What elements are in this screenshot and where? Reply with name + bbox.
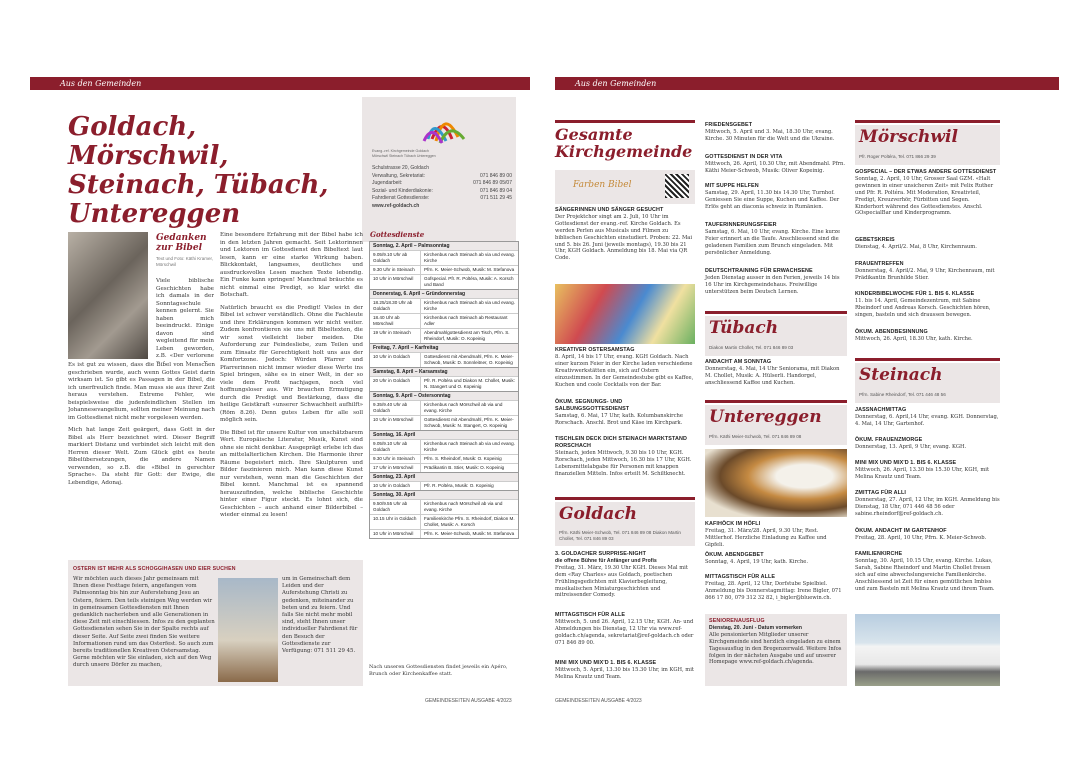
ostern-heading: OSTERN IST MEHR ALS SCHOGGIHASEN UND EIER SUCHEN <box>73 566 236 572</box>
seniorenausflug-block: SENIORENAUSFLUG Dienstag, 20. Juni - Datum vormerken Alle pensionierten Mitglieder unserer Kirchgemeinde sind herzlich eingeladen zu einem Tagesausflug in den Bregenzerwald. Weitere Infos folgen in der nächsten Ausgabe und auf unserer Homepage www.ref-goldach.ch/agenda. <box>709 618 842 666</box>
gedanken-lead-narrow: Viele biblische Geschichten habe ich damals in der Sonntagsschule kennen gelernt. Sie haben mich beeindruckt. Einige davon sind wegleitend für mein Leben geworden, z.B. «Der verlorene <box>156 278 214 359</box>
service-row <box>370 415 518 430</box>
service-row <box>370 313 518 328</box>
service-description: Abendmahlgottesdienst am Tisch, Pfrn. S. Rheindorf, Musik: O. Kopeinig <box>424 330 510 341</box>
service-description: Gofspecial. Pfr. R. Poltéra, Musik: A. Korsch und Band <box>424 276 514 287</box>
steinach-contact: Pfrn. Sabine Rheindorf, Tel. 071 446 48 56 <box>859 392 946 397</box>
service-description: Kirchenbus nach Steinach ab via und evang. Kirche <box>424 441 515 452</box>
ostern-photo <box>218 578 278 682</box>
abendgebet-block: ÖKUM. ABENDGEBET Sonntag, 4. April, 19 Uhr, kath. Kirche. <box>705 552 809 565</box>
section-band-left: Aus den Gemeinden <box>30 77 530 90</box>
qr-code-icon[interactable] <box>665 174 689 198</box>
website-link[interactable]: www.ref-goldach.ch <box>372 202 420 209</box>
logo-text: Evang.-ref. Kirchgemeinde Goldach <box>372 149 429 153</box>
service-day-header: Donnerstag, 6. April – Gründonnerstag <box>370 289 518 298</box>
section-bar <box>705 400 847 403</box>
service-description: Gottesdienst mit Abendmahl, Pfrn. K. Meier-Schwob, Musik: N. Stangert, O. Kopeinig <box>424 417 514 428</box>
farben-bibel-banner <box>555 170 695 204</box>
coffee-croissant-photo <box>705 449 847 517</box>
untereggen-contact: Pfrn. Käthi Meier-Schwob, Tel. 071 846 89 08 <box>709 434 802 439</box>
address: Schulstrasse 20, Goldach <box>372 165 429 171</box>
service-description: Prädikantin B. Stier, Musik: O. Kopeinig <box>424 465 505 470</box>
tuebach-header-box <box>705 316 847 356</box>
service-day-header: Sonntag, 9. April – Ostersonntag <box>370 391 518 400</box>
service-day-header: Sonntag, 23. April <box>370 472 518 481</box>
service-time: 10 Uhr in Goldach <box>370 482 421 490</box>
section-bar <box>855 358 1000 361</box>
andacht-block: ANDACHT AM SONNTAG Donnerstag, 4. Mai, 14 Uhr Seniorama, mit Diakon M. Chollet, Musik: A. Hülserli. Handorgel, anschliessend Kaffee und Kuchen. <box>705 359 840 386</box>
steinach-header-box <box>855 363 1000 403</box>
contact-row: Verwaltung, Sekretariat: 071 846 89 00 <box>372 172 512 179</box>
goldach-title: Goldach <box>559 504 637 524</box>
service-row <box>370 328 518 343</box>
left-page <box>0 0 530 766</box>
service-row <box>370 481 518 490</box>
service-day-header: Sonntag, 2. April – Palmsonntag <box>370 242 518 250</box>
service-time: 9.35/9.40 Uhr ab Goldach <box>370 401 421 415</box>
untereggen-title: Untereggen <box>709 407 822 427</box>
abendbesinnung-block: ÖKUM. ABENDBESINNUNG Mittwoch, 26. April, 18.30 Uhr, kath. Kirche. <box>855 329 973 342</box>
contact-infobox <box>362 97 516 242</box>
friedensgebet-block: FRIEDENSGEBET Mittwoch, 5. April und 3. Mai, 18.30 Uhr, evang. Kirche. 30 Minuten für die Welt und die Ukraine. <box>705 122 835 142</box>
andacht-gartenhof-block: ÖKUM. ANDACHT IM GARTENHOF Freitag, 28. April, 10 Uhr, Pfrn. K. Meier-Schwob. <box>855 528 987 541</box>
service-description: Familienkirche Pfrn. S. Rheindorf, Diakon M. Chollet, Musik: A. Korsch <box>424 516 515 527</box>
bus-photo <box>855 614 1000 686</box>
footer-left: GEMEINDESEITEN AUSGABE 4/2023 <box>425 698 512 704</box>
minimix-steinach-block: MINI MIX UND MIX'D 1. BIS 6. KLASSE Mittwoch, 26. April, 13.30 bis 15.30 Uhr, KGH, mit Melina Krautz und Team. <box>855 460 990 480</box>
gedanken-paragraph: Die Bibel ist für unsere Kultur von unschätzbarem Wert. Europäische Literatur, Musik, Kunst sind ohne sie nicht denkbar. Ausgeprägt erlebe ich das an mittelalterlichen Kirchen. Die Harmonie ihrer Räume begeistert mich. Ihre Skulpturen und Bilder faszinieren mich. Man kann diese Kunst nur verstehen, wenn man die Geschichten der Bibel kennt. Manchmal ist es spannend herauszufinden, welche biblische Geschichte hinter einer Figur steckt. Es lohnt sich, die Geschichten – auch anhand einer Bilderbibel – wieder einmal zu lesen! <box>220 429 363 518</box>
steinach-title: Steinach <box>859 365 943 385</box>
service-time: 10 Uhr in Mörschwil <box>370 530 421 538</box>
service-row <box>370 529 518 538</box>
jassnachmittag-block: JASSNACHMITTAG Donnerstag, 6. April,14 Uhr, evang. KGH. Donnerstag, 4. Mai, 14 Uhr, Gartenhof. <box>855 407 999 427</box>
service-description: Pfrn. K. Meier-Schwob, Musik: M. Stefanova <box>424 531 515 536</box>
service-day-header: Sonntag, 30. April <box>370 490 518 499</box>
gedanken-paragraph: Eine besondere Erfahrung mit der Bibel habe ich in den letzten Jahren gemacht. Seit Lektorinnen und Lektoren im Gottesdienst den Bibeltext laut lesen, kann er eine starke Wirkung haben. Blickkontakt, langsames, deutliches und ausdrucksvolles Lesen machen Texte lebendig. Ein Funke kann springen! Manchmal bräuchte es nicht einmal eine Predigt, so klar wirkt die Botschaft. <box>220 232 363 298</box>
service-row <box>370 250 518 265</box>
service-time: 18.40 Uhr ab Mörschwil <box>370 314 421 328</box>
service-time: 19 Uhr in Steinach <box>370 329 421 343</box>
service-row <box>370 265 518 274</box>
service-row <box>370 376 518 391</box>
service-row <box>370 454 518 463</box>
service-time: 10 Uhr in Goldach <box>370 353 421 367</box>
mittagstisch-goldach-block: MITTAGSTISCH FÜR ALLE Mittwoch, 5. und 26. April, 12.15 Uhr, KGH. An- und Abmeldungen bis Dienstag, 12 Uhr via www.ref-goldach.ch/agenda, sekretariat@ref-goldach.ch oder 071 846 89 00. <box>555 612 694 646</box>
service-time: 10.15 Uhr in Goldach <box>370 515 421 529</box>
surprise-night-block: 3. GOLDACHER SURPRISE-NIGHT die offene Bühne für Anfänger und Profis Freitag, 31. März, 19.30 Uhr KGH. Dieses Mal mit dem «Ray Charles» aus Goldach, poetischen Frühlingsgedichten mit Klavierbegleitung, musikalischen Miniaturgeschichten und mitreissender Comedy. <box>555 551 688 599</box>
moerschwil-title: Mörschwil <box>859 127 958 147</box>
ostern-text-left: Wir möchten auch dieses Jahr gemeinsam mit Ihnen diese Festtage feiern, angefangen vom Palmsonntag bis hin zur Auferstehung Jesu an Ostern, feiern. Den teils steinigen Weg werden wir in gemeinsamen Gottesdiensten mit Ihnen gedanklich nacherleben und alle Generationen in diese Zeit mit einschliessen. Infos zu den geplanten Gottesdiensten sehen Sie in der Spalte rechts auf dieser Seite. Auf Seite zwei finden Sie weitere Informationen rund um das Osterfest. So auch zum bereits traditionellen Kreativen Ostersamstag. Gerne möchten wir Sie einladen, sich auf den Weg durch unsere Dörfer zu machen, <box>73 576 215 669</box>
tuebach-title: Tübach <box>709 318 779 338</box>
contact-row: Jugendarbeit: 071 846 89 05/07 <box>372 180 512 186</box>
gesamte-title: Gesamte Kirchgemeinde <box>555 125 693 161</box>
ostern-text-right: um in Gemeinschaft dem Leiden und der Auferstehung Christi zu gedenken, miteinander zu beten und zu feiern. Und falls Sie nicht mehr mobil sind, steht Ihnen unser individueller Fahrdienst für den Besuch der Gottesdienste zur Verfügung: 071 511 29 45. <box>282 576 358 655</box>
section-bar <box>555 497 695 500</box>
service-day-header: Sonntag, 16. April <box>370 430 518 439</box>
deutschtraining-block: DEUTSCHTRAINING FÜR ERWACHSENE Jeden Dienstag ausser in den Ferien, jeweils 14 bis 16 Uhr im Kirchgemeindehaus. Freiwillige unterstützen beim Deutsch Lernen. <box>705 268 840 295</box>
oekum-segnung-block: ÖKUM. SEGNUNGS- UND SALBUNGSGOTTESDIENST Samstag, 6. Mai, 17 Uhr, kath. Kolumbanskirche Rorschach. Anschl. Brot und Käse im Kirchpark. <box>555 399 683 426</box>
section-bar <box>855 120 1000 123</box>
contact-row: Sozial- und Kinderdiakonie: 071 846 89 04 <box>372 187 512 194</box>
service-day-header: Freitag, 7. April – Karfreitag <box>370 343 518 352</box>
service-row <box>370 499 518 514</box>
page-title: Goldach, Mörschwil, Steinach, Tübach, Untereggen <box>68 112 329 229</box>
kreativ-photo <box>555 284 695 344</box>
gottesdienste-title: Gottesdienste <box>370 230 425 239</box>
section-bar <box>555 120 695 123</box>
service-time: 9.05/9.10 Uhr ab Goldach <box>370 440 421 454</box>
tischlein-block: TISCHLEIN DECK DICH STEINACH MARKTSTAND RORSCHACH Steinach, jeden Mittwoch, 9.30 bis 10 Uhr, KGH. Rorschach, jeden Mittwoch, 16.30 bis 17 Uhr, KGH. Lebensmittelabgabe für Personen mit knappen finanziellen Mitteln. Infos erteilt M. Schiltknecht. <box>555 436 692 477</box>
gedanken-title: Gedanken zur Bibel <box>156 233 207 253</box>
service-time: 17 Uhr in Mörschwil <box>370 464 421 472</box>
service-time: 10 Uhr in Mörschwil <box>370 416 421 430</box>
gedanken-column-2 <box>220 232 363 552</box>
goldach-contact: Pfrn. Käthi Meier-Schwob, Tel. 071 846 89 08 Diakon Martin Chollet, Tel. 071 846 89 03 <box>559 530 681 541</box>
saenger-block: SÄNGERINNEN UND SÄNGER GESUCHT Der Projektchor singt am 2. Juli, 10 Uhr im Gottesdienst der evang.-ref. Kirche Goldach. Es werden Perlen aus Musicals und Filmen zu biblischen Geschichten einstudiert. Proben: 22. Mai und 5. bis 26. Juni (jeweils montags), 19.30 bis 21 Uhr, KGH Goldach. Anmeldung bis 18. Mai via QR Code. <box>555 207 693 262</box>
service-time: 9.05/9.10 Uhr ab Goldach <box>370 251 421 265</box>
service-time: 9.50/9.55 Uhr ab Goldach <box>370 500 421 514</box>
vita-block: GOTTESDIENST IN DER VITA Mittwoch, 26. April, 10.30 Uhr, mit Abendmahl. Pfrn. Käthi Meier-Schwob, Musik: Oliver Kopeinig. <box>705 154 846 174</box>
contact-list <box>372 165 512 210</box>
service-description: Kirchenbus nach Steinach ab via und evang. Kirche <box>424 300 515 311</box>
service-description: Kirchenbus nach Mörschwil ab via und evang. Kirche <box>424 501 503 512</box>
logo-subtext: Mörschwil Steinach Tübach Untereggen <box>372 153 436 158</box>
service-row <box>370 400 518 415</box>
gospecial-block: GOSPECIAL – DER ETWAS ANDERE GOTTESDIENST Sonntag, 2. April, 10 Uhr, Grosser Saal GZM. «Halt gewinnen in einer unsicheren Zeit» mit Felix Ruther und Pfr. R. Poltéra. Mit Moderation, Kreativteil, Predigt, Kreuzverhör, Fürbitten und Segen. Kinderhort während des Gottesdienstes. Anschl. GOspecialBar und Kinderprogramm. <box>855 169 997 217</box>
minimix-goldach-block: MINI MIX UND MIX'D 1. BIS 6. KLASSE Mittwoch, 5. April, 13.30 bis 15.30 Uhr, im KGH, mit Melina Krautz und Team. <box>555 660 694 680</box>
service-row <box>370 514 518 529</box>
service-time: 9.30 Uhr in Steinach <box>370 455 421 463</box>
service-time: 9.30 Uhr in Steinach <box>370 266 421 274</box>
ostern-box <box>68 560 363 686</box>
untereggen-header-box <box>705 405 847 445</box>
section-bar <box>705 311 847 314</box>
gedanken-paragraph: Es ist gut zu wissen, dass die Bibel von Menschen geschrieben wurde, auch wenn Gottes Geist darin wirksam ist. So gibt es Passagen in der Bibel, die ich unerfreulich finde. Man muss sie aus ihrer Zeit heraus verstehen. Extreme Fehler, wie beispielsweise die judenfeindlichen Stellen im Johannesevangelium, sollten meiner Meinung nach im Gottesdienst nicht mehr vorgelesen werden. <box>68 362 215 421</box>
frauenzmorge-block: ÖKUM. FRAUENZMORGE Donnerstag, 13. April, 9 Uhr, evang. KGH. <box>855 437 967 450</box>
service-row <box>370 298 518 313</box>
service-description: Gottesdienst mit Abendmahl, Pfrn. K. Meier-Schwob, Musik: D. Sonnleitner, O. Kopeinig <box>424 354 514 365</box>
gedanken-credit: Text und Foto: Käthi Kramer, Mörschwil <box>156 256 214 267</box>
farben-bibel-logo: Farben Bibel <box>573 180 632 190</box>
frauentreffen-block: FRAUENTREFFEN Donnerstag, 4. April/2. Mai, 9 Uhr, Kirchenraum, mit Prädikantin Brunhilde Stier. <box>855 261 995 281</box>
kreativ-block: KREATIVER OSTERSAMSTAG 8. April, 14 bis 17 Uhr, evang. KGH Goldach. Nach einer kurzen Feier in der Kirche laden verschiedene Kreativwerkstätten ein, sich auf Ostern einzustimmen. In der Gemeindestube gibt es Kaffee, Kuchen und coole Cocktails von der Bar. <box>555 347 694 388</box>
right-page <box>533 0 1066 766</box>
kinderbibelwoche-block: KINDERBIBELWOCHE FÜR 1. BIS 6. KLASSE 11. bis 14. April, Gemeindezentrum, mit Sabine Rheindorf und Andreas Korsch. Geschichten hören, singen, basteln und sich draussen bewegen. <box>855 291 991 318</box>
service-row <box>370 352 518 367</box>
suppe-block: MIT SUPPE HELFEN Samstag, 29. April, 11.30 bis 14.30 Uhr, Turnhof. Geniessen Sie eine Suppe, Kuchen und Kaffee. Der Erlös geht an diaconia schweiz in Rumänien. <box>705 183 840 210</box>
gedanken-column-1 <box>68 362 215 558</box>
zmittag-block: ZMITTAG FÜR ALLI Donnerstag, 27. April, 12 Uhr, im KGH. Anmeldung bis Dienstag, 18 Uhr, 071 446 48 56 oder sabine.rheindorf@ref-goldach.ch. <box>855 490 1000 517</box>
goldach-header-box <box>555 502 695 546</box>
service-description: Pfr. R. Poltéra und Diakon M. Chollet, Musik: N. Stangert und O. Kopeinig <box>424 378 515 389</box>
gedanken-paragraph: Natürlich braucht es die Predigt! Vieles in der Bibel ist schwer verständlich. Ohne die Fachleute und ihre Erklärungen kommen wir nicht weiter. Zudem konfrontieren sie uns mit Bibeltexten, die wir sonst vielleicht lieber meiden. Die Auforderung zur Feindesliebe, zum Teilen und zum Einsatz für Gerechtigkeit holt uns aus der Komfortzone. Jedoch: Würden Pfarrer und Pfarrerinnen nicht immer wieder diese Werte ins Spiel bringen, sähe es in einer Welt, in der so viele dem Profit nachjagen, noch viel hoffnungsloser aus. Wir brauchen Ermutigung durch die Predigt und Bestärkung, dass die heilige Geistkraft «unserer Schwachheit aufhilft» (Röm 8.26). Denn gutes Leben für alle soll möglich sein. <box>220 304 363 423</box>
service-description: Pfrn. S. Rheindorf, Musik: O. Kopeinig <box>424 456 502 461</box>
bible-photo <box>68 232 148 359</box>
service-description: Kirchenbus nach Mörschwil ab via und evang. Kirche <box>424 402 503 413</box>
seniorenausflug-box <box>705 614 847 686</box>
gebetskreis-block: GEBETSKREIS Dienstag, 4. April/2. Mai, 8 Uhr, Kirchenraum. <box>855 237 977 250</box>
moerschwil-header-box <box>855 125 1000 165</box>
familienkirche-block: FAMILIENKIRCHE Sonntag, 30. April, 10.15 Uhr, evang. Kirche. Lukas, Sarah, Sabine Rheindorf und Martin Chollet freuen sich auf eine abwechslungsreiche Familienkirche. Anschliessend ist Zeit für einen gemütlichen Imbiss und zum Basteln mit Melina Krautz und ihrem Team. <box>855 551 995 592</box>
moerschwil-contact: Pfr. Roger Poltéra, Tel. 071 866 29 39 <box>859 154 936 159</box>
tuebach-contact: Diakon Martin Chollet, Tel. 071 846 89 03 <box>709 345 794 350</box>
footer-right: GEMEINDESEITEN AUSGABE 4/2023 <box>555 698 642 704</box>
service-time: 18.25/18.30 Uhr ab Goldach <box>370 299 421 313</box>
service-description: Kirchenbus nach Steinach ab Restaurant Adler <box>424 315 508 326</box>
service-description: Kirchenbus nach Steinach ab via und evang. Kirche <box>424 252 515 263</box>
service-day-header: Samstag, 8. April – Karsamstag <box>370 367 518 376</box>
tauferinnerung-block: TAUFERINNERUNGSFEIER Samstag, 6. Mai, 10 Uhr, evang. Kirche. Eine kurze Feier erinnert an die Taufe. Anschliessend sind die geladenen Familien zum Brunch eingeladen. Mit persönlicher Anmeldung. <box>705 222 841 256</box>
service-description: Pfr. R. Poltéra, Musik: O. Kopeinig <box>424 483 494 488</box>
section-band-right: Aus den Gemeinden <box>555 77 1059 90</box>
gottesdienste-table <box>369 241 519 539</box>
service-row <box>370 274 518 289</box>
service-time: 20 Uhr in Goldach <box>370 377 421 391</box>
gottesdienste-note: Nach unseren Gottesdiensten findet jeweils ein Apéro, Brunch oder Kirchenkaffee statt. <box>369 664 508 677</box>
gedanken-paragraph: Mich hat lange Zeit geärgert, dass Gott in der Bibel als Herr bezeichnet wird. Dieser Begriff markiert Distanz und verbindet sich leicht mit den Herren dieser Welt. Zum Glück gibt es heute Bibelübersetzungen, die andere Namen verwenden, so z.B. die «Bibel in gerechter Sprache». Da steht für Gott: der Ewige, die Lebendige, Adonaj. <box>68 427 215 486</box>
contact-row: Fahrdienst Gottesdienste: 071 511 29 45 <box>372 195 512 201</box>
mittagstisch-untereggen-block: MITTAGSTISCH FÜR ALLE Freitag, 28. April, 12 Uhr, Dorfstube Spielbiel. Anmeldung bis Donnerstagmittag: Irene Bigler, 071 866 17 80, 079 312 32 82, i_bigler@bluewin.ch. <box>705 574 842 601</box>
service-description: Pfrn. K. Meier-Schwob, Musik: M. Stefanova <box>424 267 515 272</box>
kafihoeck-block: KAFIHÖCK IM HÖFLI Freitag, 31. März/28. April, 9.30 Uhr, Rest. Mittlerhof. Herzliche Einladung zu Kaffee und Gipfeli. <box>705 521 827 548</box>
service-row <box>370 463 518 472</box>
service-row <box>370 439 518 454</box>
service-time: 10 Uhr in Mörschwil <box>370 275 421 289</box>
